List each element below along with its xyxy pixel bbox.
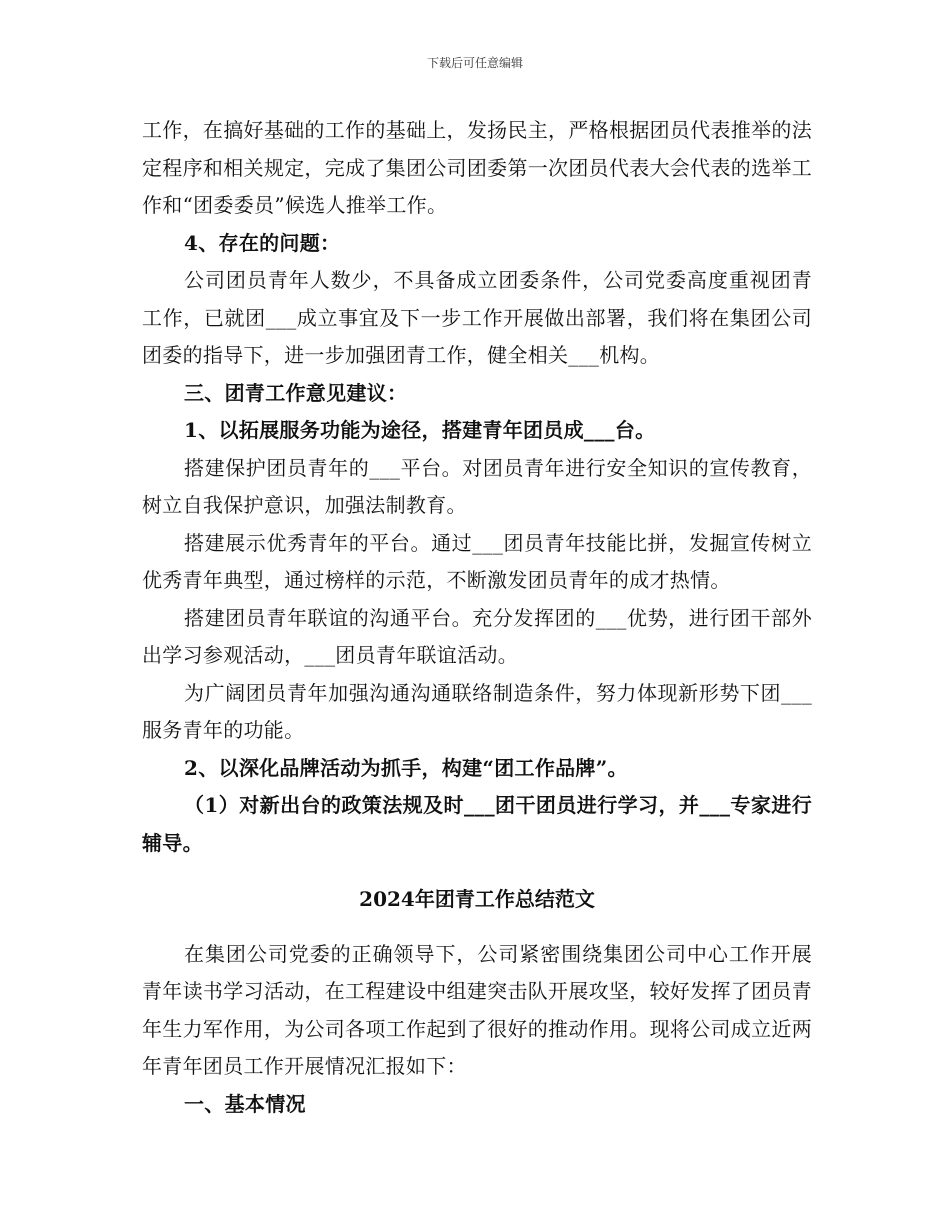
section-title: 2024年团青工作总结范文 — [359, 887, 595, 911]
paragraph-friendship-platform: 搭建团员青年联谊的沟通平台。充分发挥团的___优势，进行团干部外出学习参观活动，___团员青年联谊活动。 — [142, 605, 812, 667]
subheading-brand-activities: 2、以深化品牌活动为抓手，构建“团工作品牌”。 — [184, 755, 628, 780]
paragraph-policy-study: （1）对新出台的政策法规及时___团干团员进行学习，并___专家进行辅导。 — [142, 793, 812, 855]
heading-basic-situation: 一、基本情况 — [184, 1091, 306, 1116]
page-header-note: 下载后可任意编辑 — [426, 56, 523, 70]
paragraph-communication: 为广阔团员青年加强沟通沟通联络制造条件，努力体现新形势下团___服务青年的功能。 — [142, 680, 812, 742]
subheading-service-platform: 1、以拓展服务功能为途径，搭建青年团员成___台。 — [184, 418, 656, 442]
heading-suggestions: 三、团青工作意见建议： — [184, 380, 408, 405]
document-body — [142, 112, 812, 1123]
paragraph-showcase-platform: 搭建展示优秀青年的平台。通过___团员青年技能比拼，发掘宣传树立优秀青年典型，通过榜样的示范，不断激发团员青年的成才热情。 — [142, 530, 812, 592]
paragraph-intro: 在集团公司党委的正确领导下，公司紧密围绕集团公司中心工作开展青年读书学习活动，在工程建设中组建突击队开展攻坚，较好发挥了团员青年生力军作用，为公司各项工作起到了很好的推动作用。现将公司成立近两年青年团员工作开展情况汇报如下： — [142, 941, 812, 1078]
paragraph-problems: 公司团员青年人数少，不具备成立团委条件，公司党委高度重视团青工作，已就团___成立事宜及下一步工作开展做出部署，我们将在集团公司团委的指导下，进一步加强团青工作，健全相关___机构。 — [142, 268, 812, 367]
paragraph-protection-platform: 搭建保护团员青年的___平台。对团员青年进行安全知识的宣传教育，树立自我保护意识，加强法制教育。 — [142, 455, 812, 517]
paragraph-continuation: 工作，在搞好基础的工作的基础上，发扬民主，严格根据团员代表推举的法定程序和相关规定，完成了集团公司团委第一次团员代表大会代表的选举工作和“团委委员”候选人推举工作。 — [142, 118, 812, 217]
heading-existing-problems: 4、存在的问题： — [184, 230, 341, 255]
